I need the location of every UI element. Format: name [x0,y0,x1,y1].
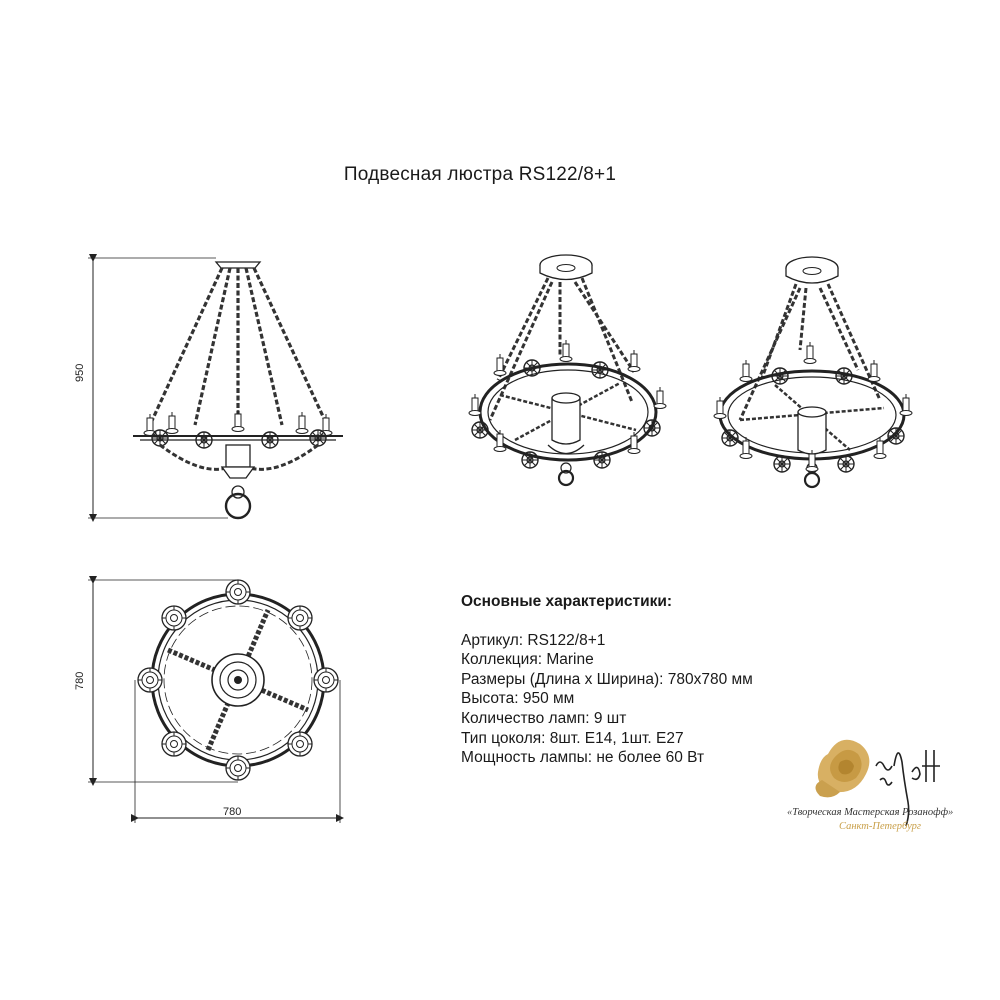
perspective-view-right-drawing [714,257,912,487]
logo-city: Санкт-Петербург [839,821,921,832]
spec-size: Размеры (Длина х Ширина): 780х780 мм [461,670,753,688]
logo-caption: «Творческая Мастерская Розанофф» [787,807,954,818]
depth-dimension-label: 780 [74,671,86,690]
top-view-drawing [88,580,340,823]
spec-collection: Коллекция: Marine [461,651,594,669]
specs-heading: Основные характеристики: [461,593,673,610]
rozanoff-logo [780,722,980,852]
rose-icon [815,740,869,798]
page-title: Подвесная люстра RS122/8+1 [343,164,617,185]
spec-lamp-power: Мощность лампы: не более 60 Вт [461,749,705,767]
front-view-drawing [88,258,343,518]
spec-lamp-count: Количество ламп: 9 шт [461,709,627,727]
width-dimension-label: 780 [223,806,242,818]
spec-article: Артикул: RS122/8+1 [461,631,606,649]
spec-socket-type: Тип цоколя: 8шт. E14, 1шт. E27 [461,729,684,747]
perspective-view-left-drawing [469,255,666,485]
spec-height: Высота: 950 мм [461,690,575,708]
specs-block [461,592,753,768]
height-dimension-label: 950 [74,363,86,382]
